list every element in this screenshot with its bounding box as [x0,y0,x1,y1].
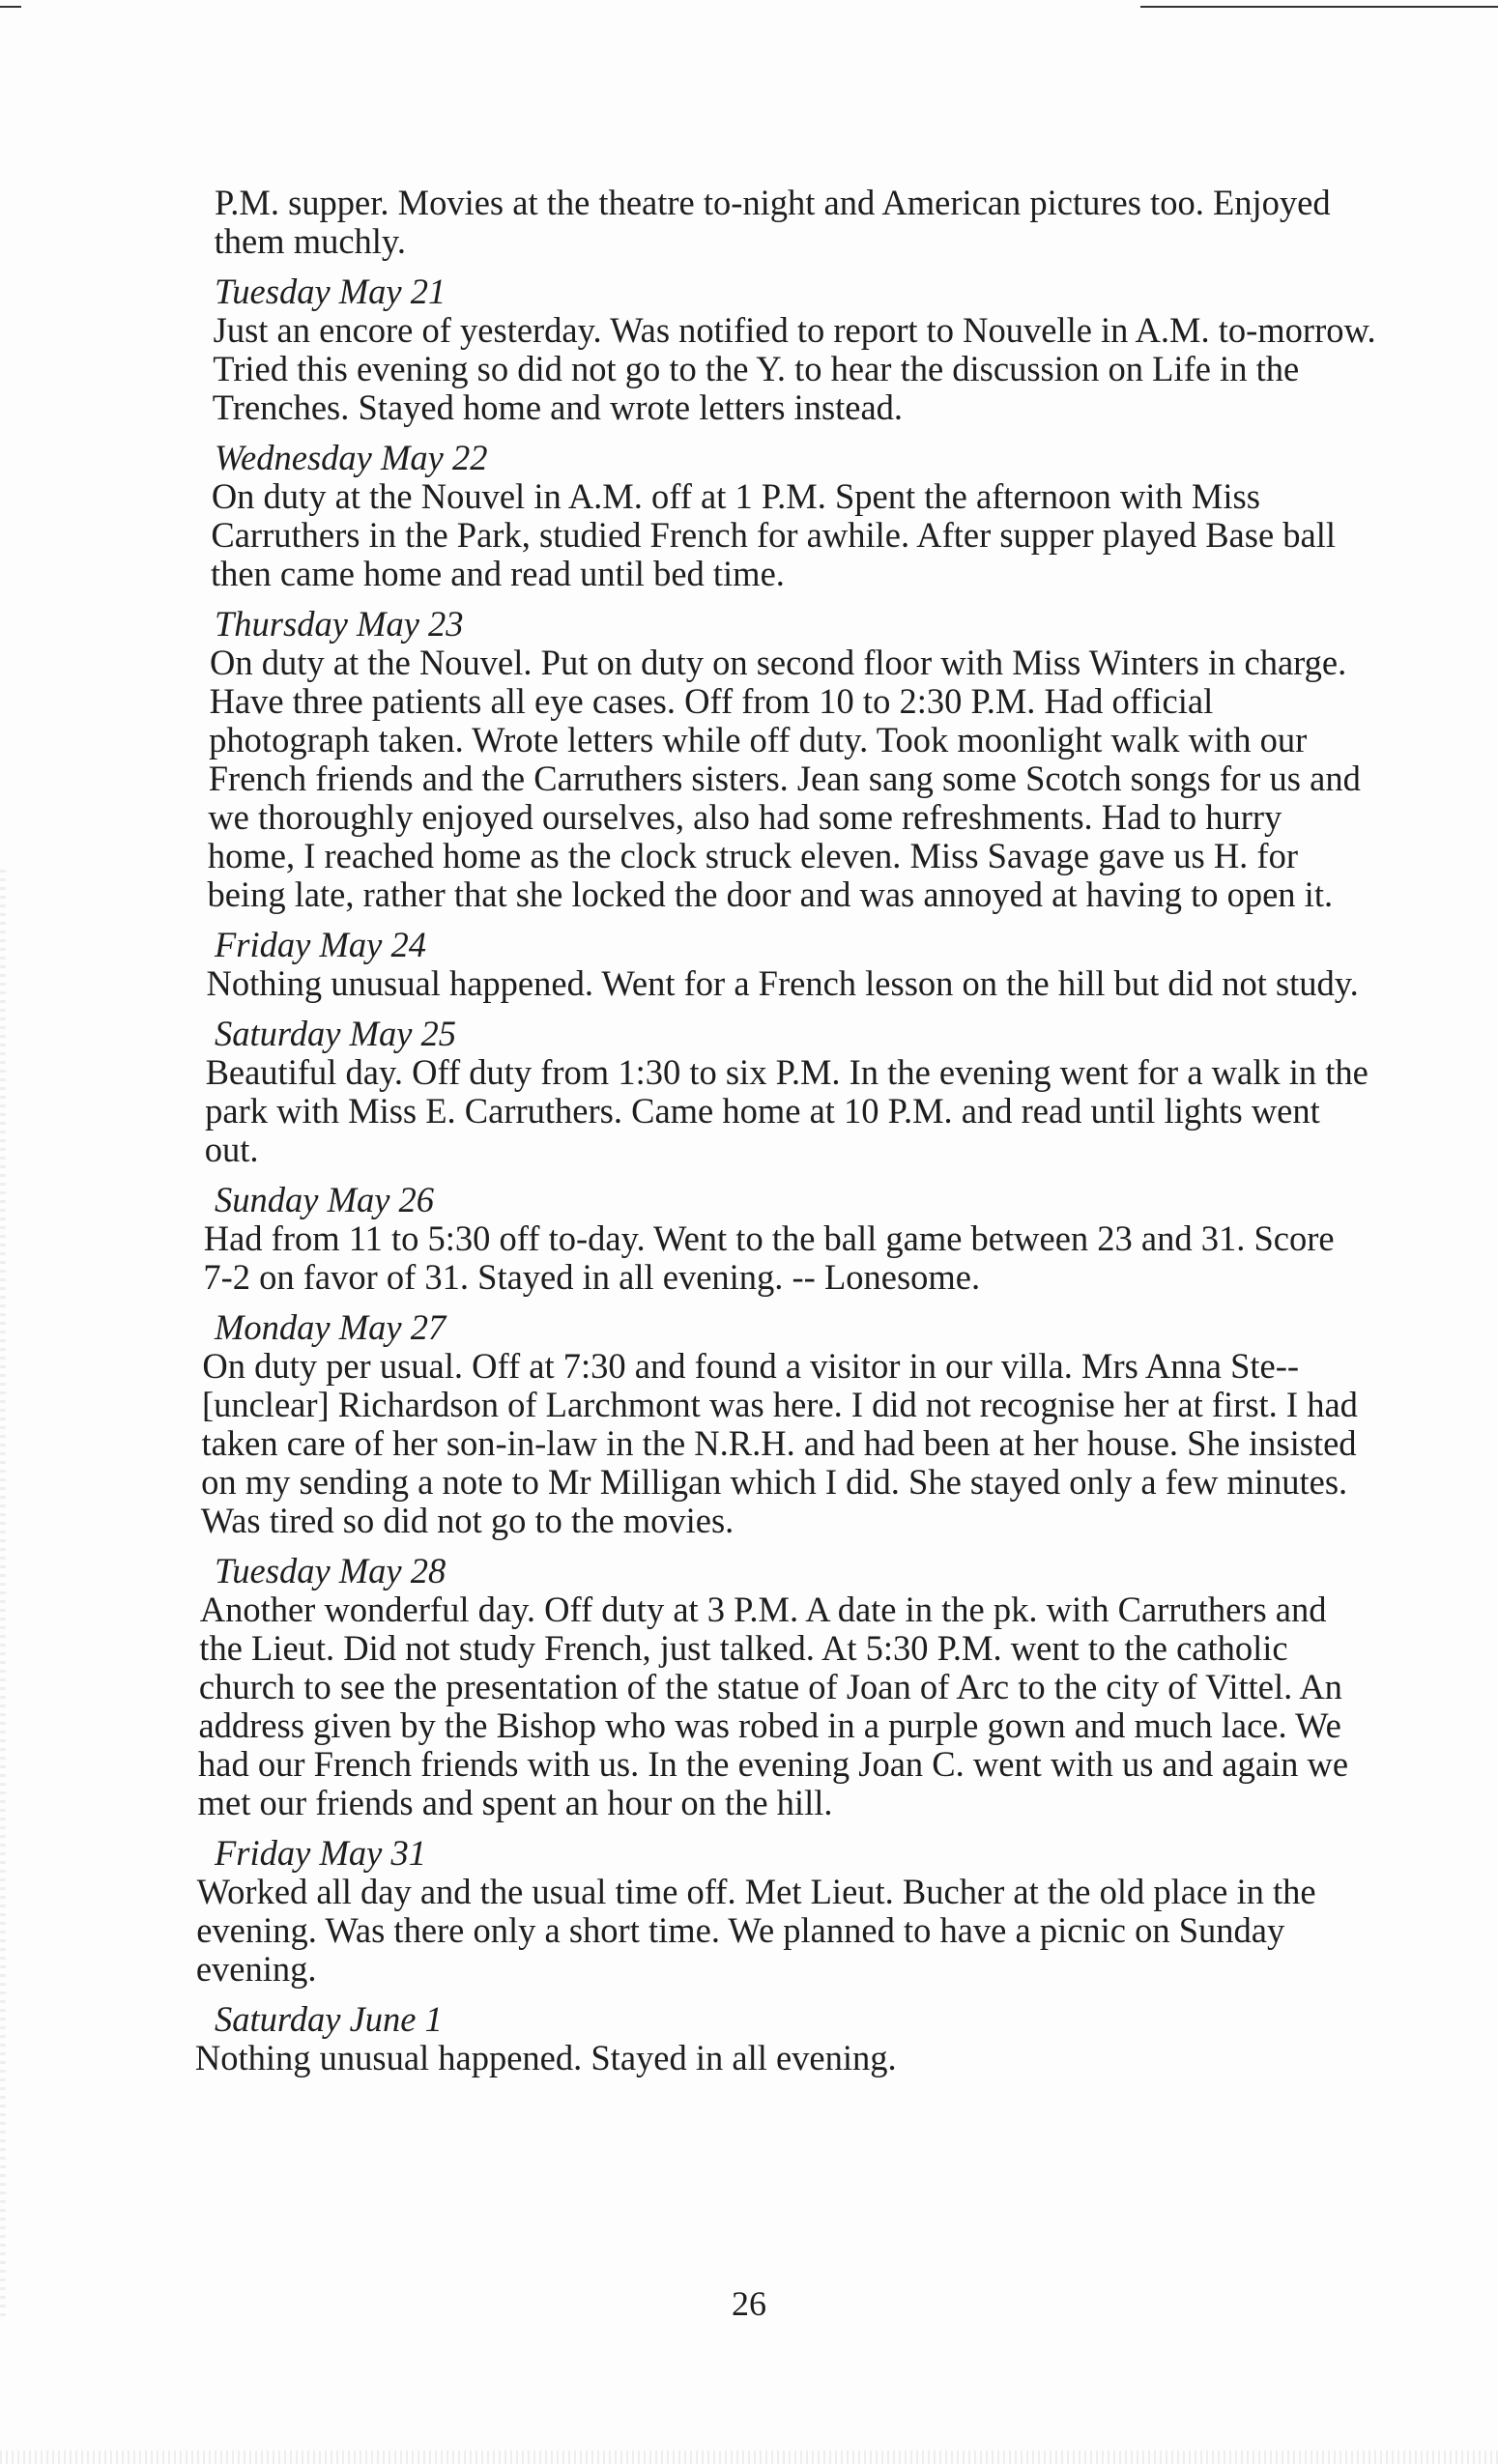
entry-text-line: had our French friends with us. In the evening Joan C. went with us and again we [198,1744,1349,1784]
page-number: 26 [732,2284,766,2323]
entry-date-heading: Wednesday May 22 [215,438,488,477]
entry-date-heading: Saturday May 25 [215,1014,457,1053]
entry-text-line: out. [204,1130,259,1169]
entry-text-line: evening. [195,1949,317,1989]
entry-text-line: photograph taken. Wrote letters while off duty. Took moonlight walk with our [209,720,1308,759]
entry-date-heading: Tuesday May 21 [215,272,447,311]
entry-text-line: On duty at the Nouvel in A.M. off at 1 P.M. Spent the afternoon with Miss [211,476,1260,516]
entry-text-line: them muchly. [214,221,406,261]
entry-text-line: Carruthers in the Park, studied French for awhile. After supper played Base ball [211,515,1337,555]
entry-text-line: then came home and read until bed time. [210,554,785,593]
entry-text-line: Beautiful day. Off duty from 1:30 to six P.M. In the evening went for a walk in the [205,1052,1368,1092]
entry-text-line: met our friends and spent an hour on the hill. [197,1783,833,1822]
entry-text-line: evening. Was there only a short time. We planned to have a picnic on Sunday [196,1910,1285,1950]
diary-text [194,183,1413,2077]
entry-date-heading: Friday May 31 [215,1833,426,1873]
entry-date-heading: Saturday June 1 [215,1999,443,2039]
entry-text-line: we thoroughly enjoyed ourselves, also had some refreshments. Had to hurry [208,797,1282,837]
scan-edge [0,870,6,2319]
entry-text-line: On duty per usual. Off at 7:30 and found a visitor in our villa. Mrs Anna Ste-- [202,1346,1300,1386]
entry-date-heading: Thursday May 23 [215,604,464,644]
entry-text-line: on my sending a note to Mr Milligan which I did. She stayed only a few minutes. [201,1462,1348,1502]
entry-text-line: French friends and the Carruthers sisters. Jean sang some Scotch songs for us and [208,759,1361,798]
top-rule [0,6,21,8]
entry-text-line: Have three patients all eye cases. Off from 10 to 2:30 P.M. Had official [209,681,1214,721]
top-rule [1140,6,1498,8]
entry-text-line: On duty at the Nouvel. Put on duty on second floor with Miss Winters in charge. [210,643,1347,682]
entry-text-line: Nothing unusual happened. Went for a French lesson on the hill but did not study. [206,963,1359,1003]
entry-text-line: Trenches. Stayed home and wrote letters instead. [212,387,904,427]
entry-text-line: being late, rather that she locked the door and was annoyed at having to open it. [207,874,1334,914]
entry-date-heading: Sunday May 26 [215,1180,435,1219]
entry-text-line: Tried this evening so did not go to the Y. to hear the discussion on Life in the [213,349,1300,388]
entry-date-heading: Monday May 27 [215,1307,447,1347]
entry-text-line: Worked all day and the usual time off. Met Lieut. Bucher at the old place in the [196,1872,1316,1911]
entry-text-line: Another wonderful day. Off duty at 3 P.M. A date in the pk. with Carruthers and [199,1590,1327,1629]
entry-text-line: church to see the presentation of the statue of Joan of Arc to the city of Vittel. An [198,1667,1342,1706]
entry-text-line: [unclear] Richardson of Larchmont was here. I did not recognise her at first. I had [201,1385,1358,1424]
entry-text-line: 7-2 on favor of 31. Stayed in all evening. -- Lonesome. [203,1257,981,1297]
entry-text-line: Had from 11 to 5:30 off to-day. Went to the ball game between 23 and 31. Score [203,1218,1335,1258]
entry-text-line: address given by the Bishop who was robed in a purple gown and much lace. We [198,1705,1341,1745]
entry-text-line: taken care of her son-in-law in the N.R.H. and had been at her house. She insisted [201,1423,1357,1463]
entry-text-line: P.M. supper. Movies at the theatre to-night and American pictures too. Enjoyed [215,183,1331,222]
entry-text-line: Was tired so did not go to the movies. [200,1501,735,1540]
entry-text-line: the Lieut. Did not study French, just talked. At 5:30 P.M. went to the catholic [199,1628,1288,1668]
entry-text-line: Nothing unusual happened. Stayed in all evening. [194,2038,897,2077]
entry-text-line: home, I reached home as the clock struck eleven. Miss Savage gave us H. for [207,836,1298,875]
entry-date-heading: Friday May 24 [215,925,426,964]
entry-text-line: Just an encore of yesterday. Was notified to report to Nouvelle in A.M. to-morrow. [213,310,1376,350]
scan-edge [0,2450,1498,2464]
entry-text-line: park with Miss E. Carruthers. Came home at 10 P.M. and read until lights went [205,1091,1320,1131]
entry-date-heading: Tuesday May 28 [215,1551,447,1590]
